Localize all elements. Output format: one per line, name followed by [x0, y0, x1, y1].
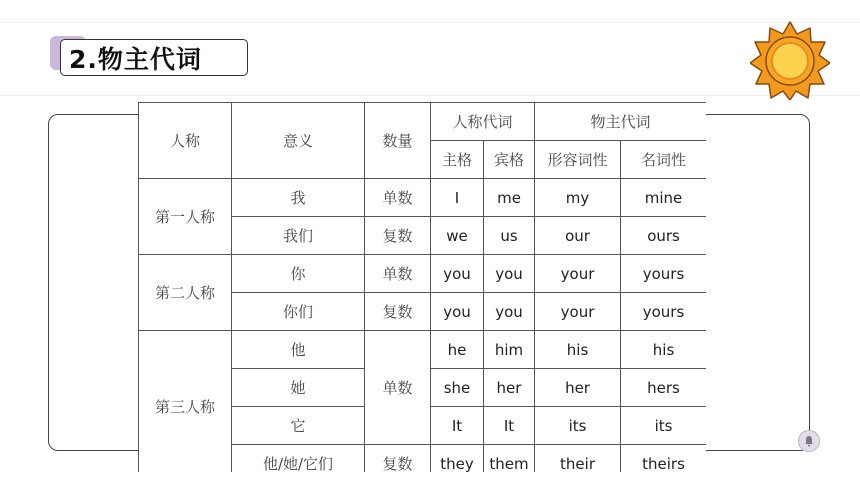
- adjective-cell: my: [535, 179, 621, 217]
- pronoun-table: [138, 102, 706, 472]
- table-row: [139, 255, 707, 293]
- meaning-cell: 它: [232, 407, 365, 445]
- background-line: [0, 22, 860, 23]
- person-cell: 第二人称: [139, 255, 232, 331]
- meaning-cell: 他: [232, 331, 365, 369]
- adjective-cell: its: [535, 407, 621, 445]
- header-possessive-pronoun: 物主代词: [535, 103, 706, 141]
- subject-cell: you: [431, 293, 484, 331]
- number-cell: 复数: [365, 293, 431, 331]
- noun-cell: hers: [621, 369, 706, 407]
- subject-cell: we: [431, 217, 484, 255]
- object-cell: me: [484, 179, 535, 217]
- sun-icon: [750, 20, 830, 100]
- adjective-cell: her: [535, 369, 621, 407]
- object-cell: you: [484, 293, 535, 331]
- number-cell: 单数: [365, 255, 431, 293]
- object-cell: him: [484, 331, 535, 369]
- object-cell: them: [484, 445, 535, 473]
- subject-cell: I: [431, 179, 484, 217]
- header-number: 数量: [365, 103, 431, 179]
- meaning-cell: 她: [232, 369, 365, 407]
- object-cell: her: [484, 369, 535, 407]
- meaning-cell: 他/她/它们: [232, 445, 365, 473]
- number-cell: 复数: [365, 217, 431, 255]
- adjective-cell: your: [535, 293, 621, 331]
- noun-cell: theirs: [621, 445, 706, 473]
- subject-cell: he: [431, 331, 484, 369]
- header-subject: 主格: [431, 141, 484, 179]
- meaning-cell: 你们: [232, 293, 365, 331]
- noun-cell: his: [621, 331, 706, 369]
- meaning-cell: 我们: [232, 217, 365, 255]
- bell-icon: [803, 435, 815, 447]
- noun-cell: yours: [621, 293, 706, 331]
- adjective-cell: his: [535, 331, 621, 369]
- header-personal-pronoun: 人称代词: [431, 103, 535, 141]
- object-cell: you: [484, 255, 535, 293]
- subject-cell: you: [431, 255, 484, 293]
- header-person: 人称: [139, 103, 232, 179]
- background-line: [0, 95, 860, 96]
- table-row: [139, 331, 707, 369]
- noun-cell: ours: [621, 217, 706, 255]
- subject-cell: It: [431, 407, 484, 445]
- table-row: [139, 179, 707, 217]
- number-cell: 复数: [365, 445, 431, 473]
- person-cell: 第三人称: [139, 331, 232, 473]
- object-cell: us: [484, 217, 535, 255]
- pronoun-table-wrapper: [138, 102, 706, 472]
- number-cell: 单数: [365, 179, 431, 217]
- subject-cell: they: [431, 445, 484, 473]
- person-cell: 第一人称: [139, 179, 232, 255]
- adjective-cell: our: [535, 217, 621, 255]
- number-cell: 单数: [365, 331, 431, 445]
- page-title: 2.物主代词: [69, 44, 202, 74]
- title-box: [60, 39, 248, 76]
- noun-cell: its: [621, 407, 706, 445]
- header-object: 宾格: [484, 141, 535, 179]
- table-header-row: [139, 103, 707, 141]
- adjective-cell: their: [535, 445, 621, 473]
- header-adjective: 形容词性: [535, 141, 621, 179]
- object-cell: It: [484, 407, 535, 445]
- noun-cell: yours: [621, 255, 706, 293]
- noun-cell: mine: [621, 179, 706, 217]
- meaning-cell: 你: [232, 255, 365, 293]
- header-meaning: 意义: [232, 103, 365, 179]
- meaning-cell: 我: [232, 179, 365, 217]
- adjective-cell: your: [535, 255, 621, 293]
- header-noun: 名词性: [621, 141, 706, 179]
- help-icon[interactable]: [798, 430, 820, 452]
- subject-cell: she: [431, 369, 484, 407]
